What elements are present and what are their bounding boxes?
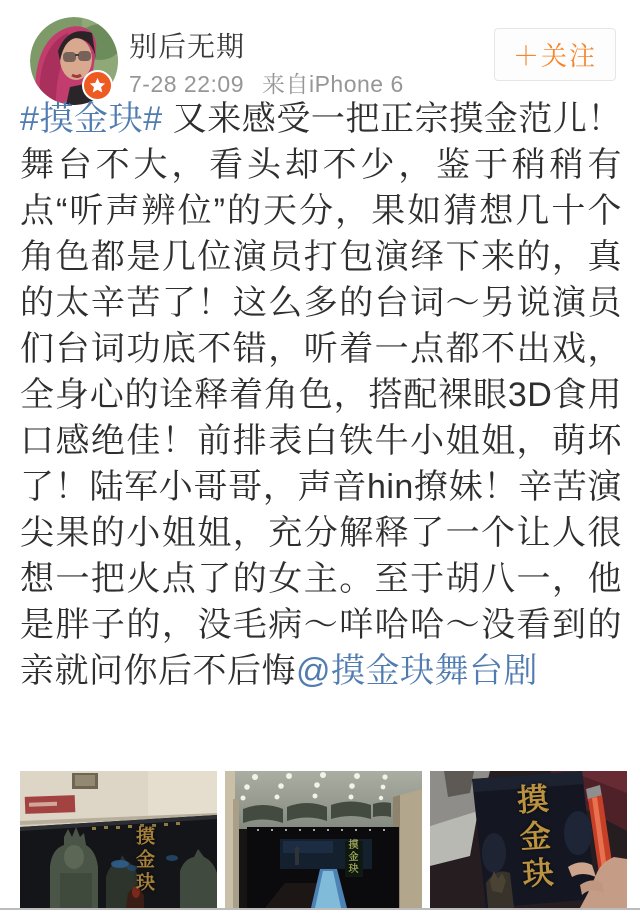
avatar[interactable]: [30, 17, 118, 105]
post-body-text: 又来感受一把正宗摸金范儿！舞台不大，看头却不少，鉴于稍稍有点“听声辨位”的天分，果如猜想几十个角色都是几位演员打包演绎下来的，真的太辛苦了！这么多的台词～另说演员们台词功底不错，听着一点都不出戏，全身心的诠释着角色，搭配裸眼3D食用口感绝佳！前排表白铁牛小姐姐，萌坏了！陆军小哥哥，声音hin撩妹！辛苦演尖果的小姐姐，充分解释了一个让人很想一把火点了的女主。至于胡八一，他是胖子的，没毛病～咩哈哈～没看到的亲就问你后不后悔: [20, 100, 622, 690]
post-meta: [129, 66, 404, 99]
follow-button[interactable]: ＋关注: [494, 28, 616, 81]
post-text: [20, 96, 622, 694]
stage-title-calligraphy: 摸金玦: [346, 839, 357, 875]
mention-link[interactable]: @摸金玦舞台剧: [296, 652, 539, 690]
photo-grid: [20, 771, 627, 908]
timestamp: 7-28 22:09: [129, 71, 244, 97]
divider: [0, 908, 640, 910]
hashtag-link[interactable]: #摸金玦#: [20, 100, 163, 138]
photo-thumbnail-2[interactable]: [225, 771, 422, 908]
photo-thumbnail-1[interactable]: [20, 771, 217, 908]
auditorium-stage-image: [225, 771, 422, 908]
booklet-title-calligraphy: 摸金玦: [511, 781, 554, 896]
lobby-poster-image: [20, 771, 217, 908]
program-booklet-image: [430, 771, 627, 908]
post-source[interactable]: 来自iPhone 6: [261, 71, 404, 97]
username[interactable]: 别后无期: [129, 31, 246, 62]
photo-thumbnail-3[interactable]: [430, 771, 627, 908]
poster-title-calligraphy: 摸金玦: [133, 826, 154, 895]
